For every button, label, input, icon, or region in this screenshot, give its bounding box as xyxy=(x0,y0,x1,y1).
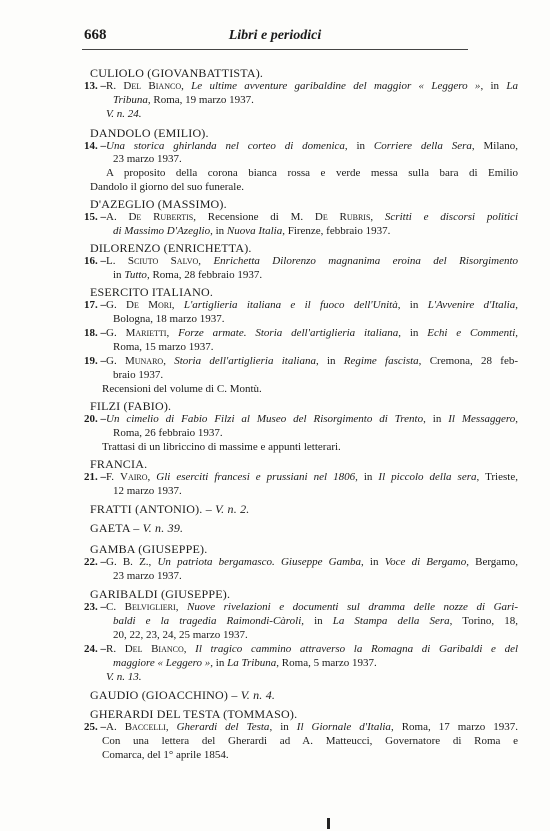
italic-text: Le ultime avventure garibaldine del maggior « Leggero » xyxy=(191,80,481,92)
text-segment: , in xyxy=(344,140,374,152)
entry-number: 16. – xyxy=(84,255,106,267)
italic-text: Il piccolo della sera xyxy=(378,471,477,483)
page-header xyxy=(0,0,550,48)
author-name: Munaro xyxy=(124,355,164,367)
text-segment: Comarca, del 1° aprile 1854. xyxy=(102,749,229,761)
text-segment: , xyxy=(370,211,385,223)
italic-text: maggiore « Leggero » xyxy=(113,657,211,669)
italic-text: Gherardi del Testa xyxy=(176,721,270,733)
entry-number: 15. – xyxy=(84,211,106,223)
author-name: Del Bianco xyxy=(124,643,184,655)
text-segment: L. xyxy=(106,255,128,267)
text-segment: , in xyxy=(315,355,344,367)
text-segment: , xyxy=(183,643,196,655)
italic-text: Tutto xyxy=(124,269,147,281)
italic-text: Un cimelio di Fabio Filzi al Museo del Risorgimento di Trento xyxy=(106,413,424,425)
author-name: Baccelli xyxy=(124,721,166,733)
text-segment: 23 marzo 1937. xyxy=(113,153,182,165)
italic-text: Enrichetta Dilorenzo magnanima eroina del Risorgimento xyxy=(213,255,519,267)
text-segment: A. xyxy=(106,721,125,733)
header-rule xyxy=(82,49,468,50)
entry-heading xyxy=(90,457,147,471)
text-segment: , Roma, 17 marzo 1937. xyxy=(390,721,518,733)
entry-number: 22. – xyxy=(84,556,106,568)
italic-text: Corriere della Sera xyxy=(373,140,472,152)
text-segment: , Trieste, xyxy=(476,471,518,483)
entry-line xyxy=(106,721,518,734)
cross-reference: V. n. 4. xyxy=(240,688,276,702)
text-segment: A proposito della corona bianca rossa e verde messa sulla bara di Emilio xyxy=(106,167,518,179)
text-segment: Con una lettera del Gherardi ad A. Matteucci, Governatore di Roma e xyxy=(102,735,518,747)
entry-line xyxy=(113,94,254,107)
entry-heading xyxy=(90,285,213,299)
entry-line xyxy=(106,643,518,656)
entry-line xyxy=(106,601,518,614)
text-segment: , in xyxy=(269,721,297,733)
entry-line xyxy=(106,140,518,153)
text-segment: Recensioni del volume di C. Montù. xyxy=(102,383,262,395)
entry-number: 20. – xyxy=(84,413,106,425)
italic-text: Nuova Italia xyxy=(226,225,283,237)
italic-text: L'Avvenire d'Italia xyxy=(427,299,516,311)
text-segment: , xyxy=(165,721,177,733)
entry-line xyxy=(106,471,518,484)
author-name: R. Del Bianco xyxy=(106,80,182,92)
entry-line xyxy=(106,80,518,93)
italic-text: L'artiglieria italiana e il fuoco dell'Unità xyxy=(183,299,398,311)
entry-heading xyxy=(90,587,230,601)
heading-text: D'AZEGLIO (MASSIMO). xyxy=(90,197,227,211)
entry-line xyxy=(113,269,262,282)
italic-text: Echi e Commenti xyxy=(427,327,516,339)
text-segment: G. xyxy=(106,355,125,367)
italic-text: Regime fascista xyxy=(343,355,419,367)
text-segment: , xyxy=(515,299,518,311)
entry-heading xyxy=(90,66,263,80)
entry-heading xyxy=(90,399,171,413)
entry-number: 23. – xyxy=(84,601,106,613)
entry-line xyxy=(106,671,142,684)
text-segment: , Roma, 28 febbraio 1937. xyxy=(146,269,263,281)
author-name: Sciuto Salvo xyxy=(127,255,199,267)
text-segment: G. B. Z., xyxy=(106,556,158,568)
entry-heading xyxy=(90,542,207,556)
entry-line xyxy=(106,167,518,180)
text-segment: , xyxy=(198,255,214,267)
entry-line xyxy=(106,255,518,268)
italic-text: La Stampa della Sera xyxy=(332,615,450,627)
entry-heading xyxy=(90,521,183,535)
italic-text: baldi e la tragedia Raimondi-Càroli xyxy=(113,615,302,627)
entry-line xyxy=(106,327,518,340)
entry-line xyxy=(113,427,223,440)
entry-line xyxy=(106,413,518,426)
heading-text: ESERCITO ITALIANO. xyxy=(90,285,214,299)
text-segment: , Milano, xyxy=(471,140,519,152)
heading-text: GHERARDI DEL TESTA (TOMMASO). xyxy=(90,707,298,721)
cross-reference: V. n. 39. xyxy=(142,521,184,535)
italic-text: Tribuna xyxy=(113,94,148,106)
entry-number: 21. – xyxy=(84,471,106,483)
running-title: Libri e periodici xyxy=(228,28,322,43)
entry-line xyxy=(106,108,142,121)
entry-line xyxy=(113,629,248,642)
italic-text: Nuove rivelazioni e documenti sul dramma delle nozze di Gari- xyxy=(186,601,519,613)
entry-line xyxy=(106,211,518,224)
text-segment: in xyxy=(113,269,125,281)
text-segment: , in xyxy=(210,657,228,669)
text-segment: , in xyxy=(397,299,428,311)
page-number: 668 xyxy=(84,27,107,43)
italic-text: di Massimo D'Azeglio xyxy=(113,225,211,237)
footer-mark xyxy=(327,818,330,829)
entry-line xyxy=(102,383,262,396)
italic-text: Una storica ghirlanda nel corteo di domenica xyxy=(106,140,345,152)
entry-line xyxy=(102,735,518,748)
text-segment: 20, 22, 23, 24, 25 marzo 1937. xyxy=(113,629,248,641)
italic-text: Forze armate. Storia dell'artiglieria italiana xyxy=(178,327,399,339)
italic-text: Gli eserciti francesi e prussiani nel 1806 xyxy=(156,471,356,483)
entry-line xyxy=(113,570,182,583)
text-segment: , xyxy=(171,299,184,311)
entry-heading xyxy=(90,502,250,516)
text-segment: , Cremona, 28 feb- xyxy=(418,355,518,367)
text-segment: 23 marzo 1937. xyxy=(113,570,182,582)
text-segment: , Roma, 19 marzo 1937. xyxy=(147,94,254,106)
heading-text: FILZI (FABIO). xyxy=(90,399,172,413)
text-segment: , xyxy=(147,471,157,483)
text-segment: , in xyxy=(361,556,385,568)
entry-number: 17. – xyxy=(84,299,106,311)
heading-text: DANDOLO (EMILIO). xyxy=(90,126,209,140)
italic-text: La xyxy=(506,80,518,92)
text-segment: , in xyxy=(398,327,428,339)
text-segment: Trattasi di un libriccino di massime e appunti letterari. xyxy=(102,441,341,453)
heading-text: GARIBALDI (GIUSEPPE). xyxy=(90,587,231,601)
text-segment: G. xyxy=(106,327,126,339)
entry-heading xyxy=(90,707,297,721)
author-name: Belviglieri xyxy=(124,601,176,613)
italic-text: Il Messaggero xyxy=(448,413,516,425)
entry-line xyxy=(102,749,229,762)
entry-line xyxy=(113,313,225,326)
italic-text: La Tribuna xyxy=(227,657,277,669)
entry-line xyxy=(113,615,518,628)
text-segment: , xyxy=(163,355,175,367)
entry-number: 24. – xyxy=(84,643,106,655)
heading-text: FRANCIA. xyxy=(90,457,148,471)
entry-line xyxy=(113,485,182,498)
text-segment: , xyxy=(181,80,192,92)
heading-text: GAETA – xyxy=(90,521,143,535)
text-segment: , xyxy=(515,327,519,339)
heading-text: DILORENZO (ENRICHETTA). xyxy=(90,241,252,255)
text-segment: Dandolo il giorno del suo funerale. xyxy=(90,181,244,193)
heading-text: GAUDIO (GIOACCHINO) – xyxy=(90,688,241,702)
entry-number: 13. – xyxy=(84,80,106,92)
text-segment: A. xyxy=(106,211,129,223)
italic-text: Voce di Bergamo xyxy=(384,556,467,568)
text-segment: F. xyxy=(106,471,120,483)
entry-heading xyxy=(90,126,209,140)
entry-line xyxy=(102,441,341,454)
author-name: Marietti xyxy=(125,327,167,339)
text-segment: R. xyxy=(106,643,125,655)
entry-line xyxy=(113,225,390,238)
text-segment: , xyxy=(175,601,187,613)
entry-line xyxy=(106,355,518,368)
heading-text: FRATTI (ANTONIO). – xyxy=(90,502,216,516)
author-name: Vairo xyxy=(120,471,148,483)
text-segment: , xyxy=(515,413,519,425)
entry-line xyxy=(90,181,244,194)
entry-heading xyxy=(90,241,252,255)
author-name: De Mori xyxy=(126,299,172,311)
heading-text: CULIOLO (GIOVANBATTISTA). xyxy=(90,66,264,80)
entry-line xyxy=(113,153,182,166)
text-segment: , Bergamo, xyxy=(466,556,518,568)
text-segment: , in xyxy=(423,413,449,425)
italic-text: Scritti e discorsi politici xyxy=(384,211,518,223)
entry-line xyxy=(106,556,518,569)
italic-text: Storia dell'artiglieria italiana xyxy=(174,355,316,367)
text-segment: G. xyxy=(106,299,127,311)
text-segment: , Torino, 18, xyxy=(449,615,518,627)
text-segment: C. xyxy=(106,601,125,613)
entry-number: 25. – xyxy=(84,721,106,733)
text-segment: Bologna, 18 marzo 1937. xyxy=(113,313,225,325)
author-name: De Rubertis xyxy=(128,211,194,223)
text-segment: , in xyxy=(480,80,507,92)
text-segment: Roma, 15 marzo 1937. xyxy=(113,341,214,353)
text-segment: braio 1937. xyxy=(113,369,164,381)
text-segment: , xyxy=(166,327,179,339)
italic-text: Un patriota bergamasco. Giuseppe Gamba xyxy=(157,556,362,568)
author-name: De Rubris xyxy=(314,211,371,223)
text-segment: , in xyxy=(355,471,379,483)
entry-line xyxy=(113,341,214,354)
entry-number: 18. – xyxy=(84,327,106,339)
heading-text: GAMBA (GIUSEPPE). xyxy=(90,542,208,556)
italic-text: V. n. 24. xyxy=(106,108,142,120)
text-segment: 12 marzo 1937. xyxy=(113,485,182,497)
italic-text: Il tragico cammino attraverso la Romagna di Garibaldi e del xyxy=(195,643,519,655)
text-segment: Roma, 26 febbraio 1937. xyxy=(113,427,223,439)
italic-text: V. n. 13. xyxy=(106,671,142,683)
entry-line xyxy=(113,657,377,670)
entry-line xyxy=(113,369,163,382)
entry-line xyxy=(106,299,518,312)
text-segment: , in xyxy=(210,225,227,237)
entry-number: 19. – xyxy=(84,355,106,367)
text-segment: , in xyxy=(301,615,333,627)
cross-reference: V. n. 2. xyxy=(215,502,250,516)
entry-number: 14. – xyxy=(84,140,106,152)
italic-text: Il Giornale d'Italia xyxy=(296,721,391,733)
entry-heading xyxy=(90,197,227,211)
text-segment: , Firenze, febbraio 1937. xyxy=(282,225,391,237)
entry-heading xyxy=(90,688,275,702)
text-segment: , Roma, 5 marzo 1937. xyxy=(276,657,377,669)
text-segment: , Recensione di M. xyxy=(193,211,315,223)
